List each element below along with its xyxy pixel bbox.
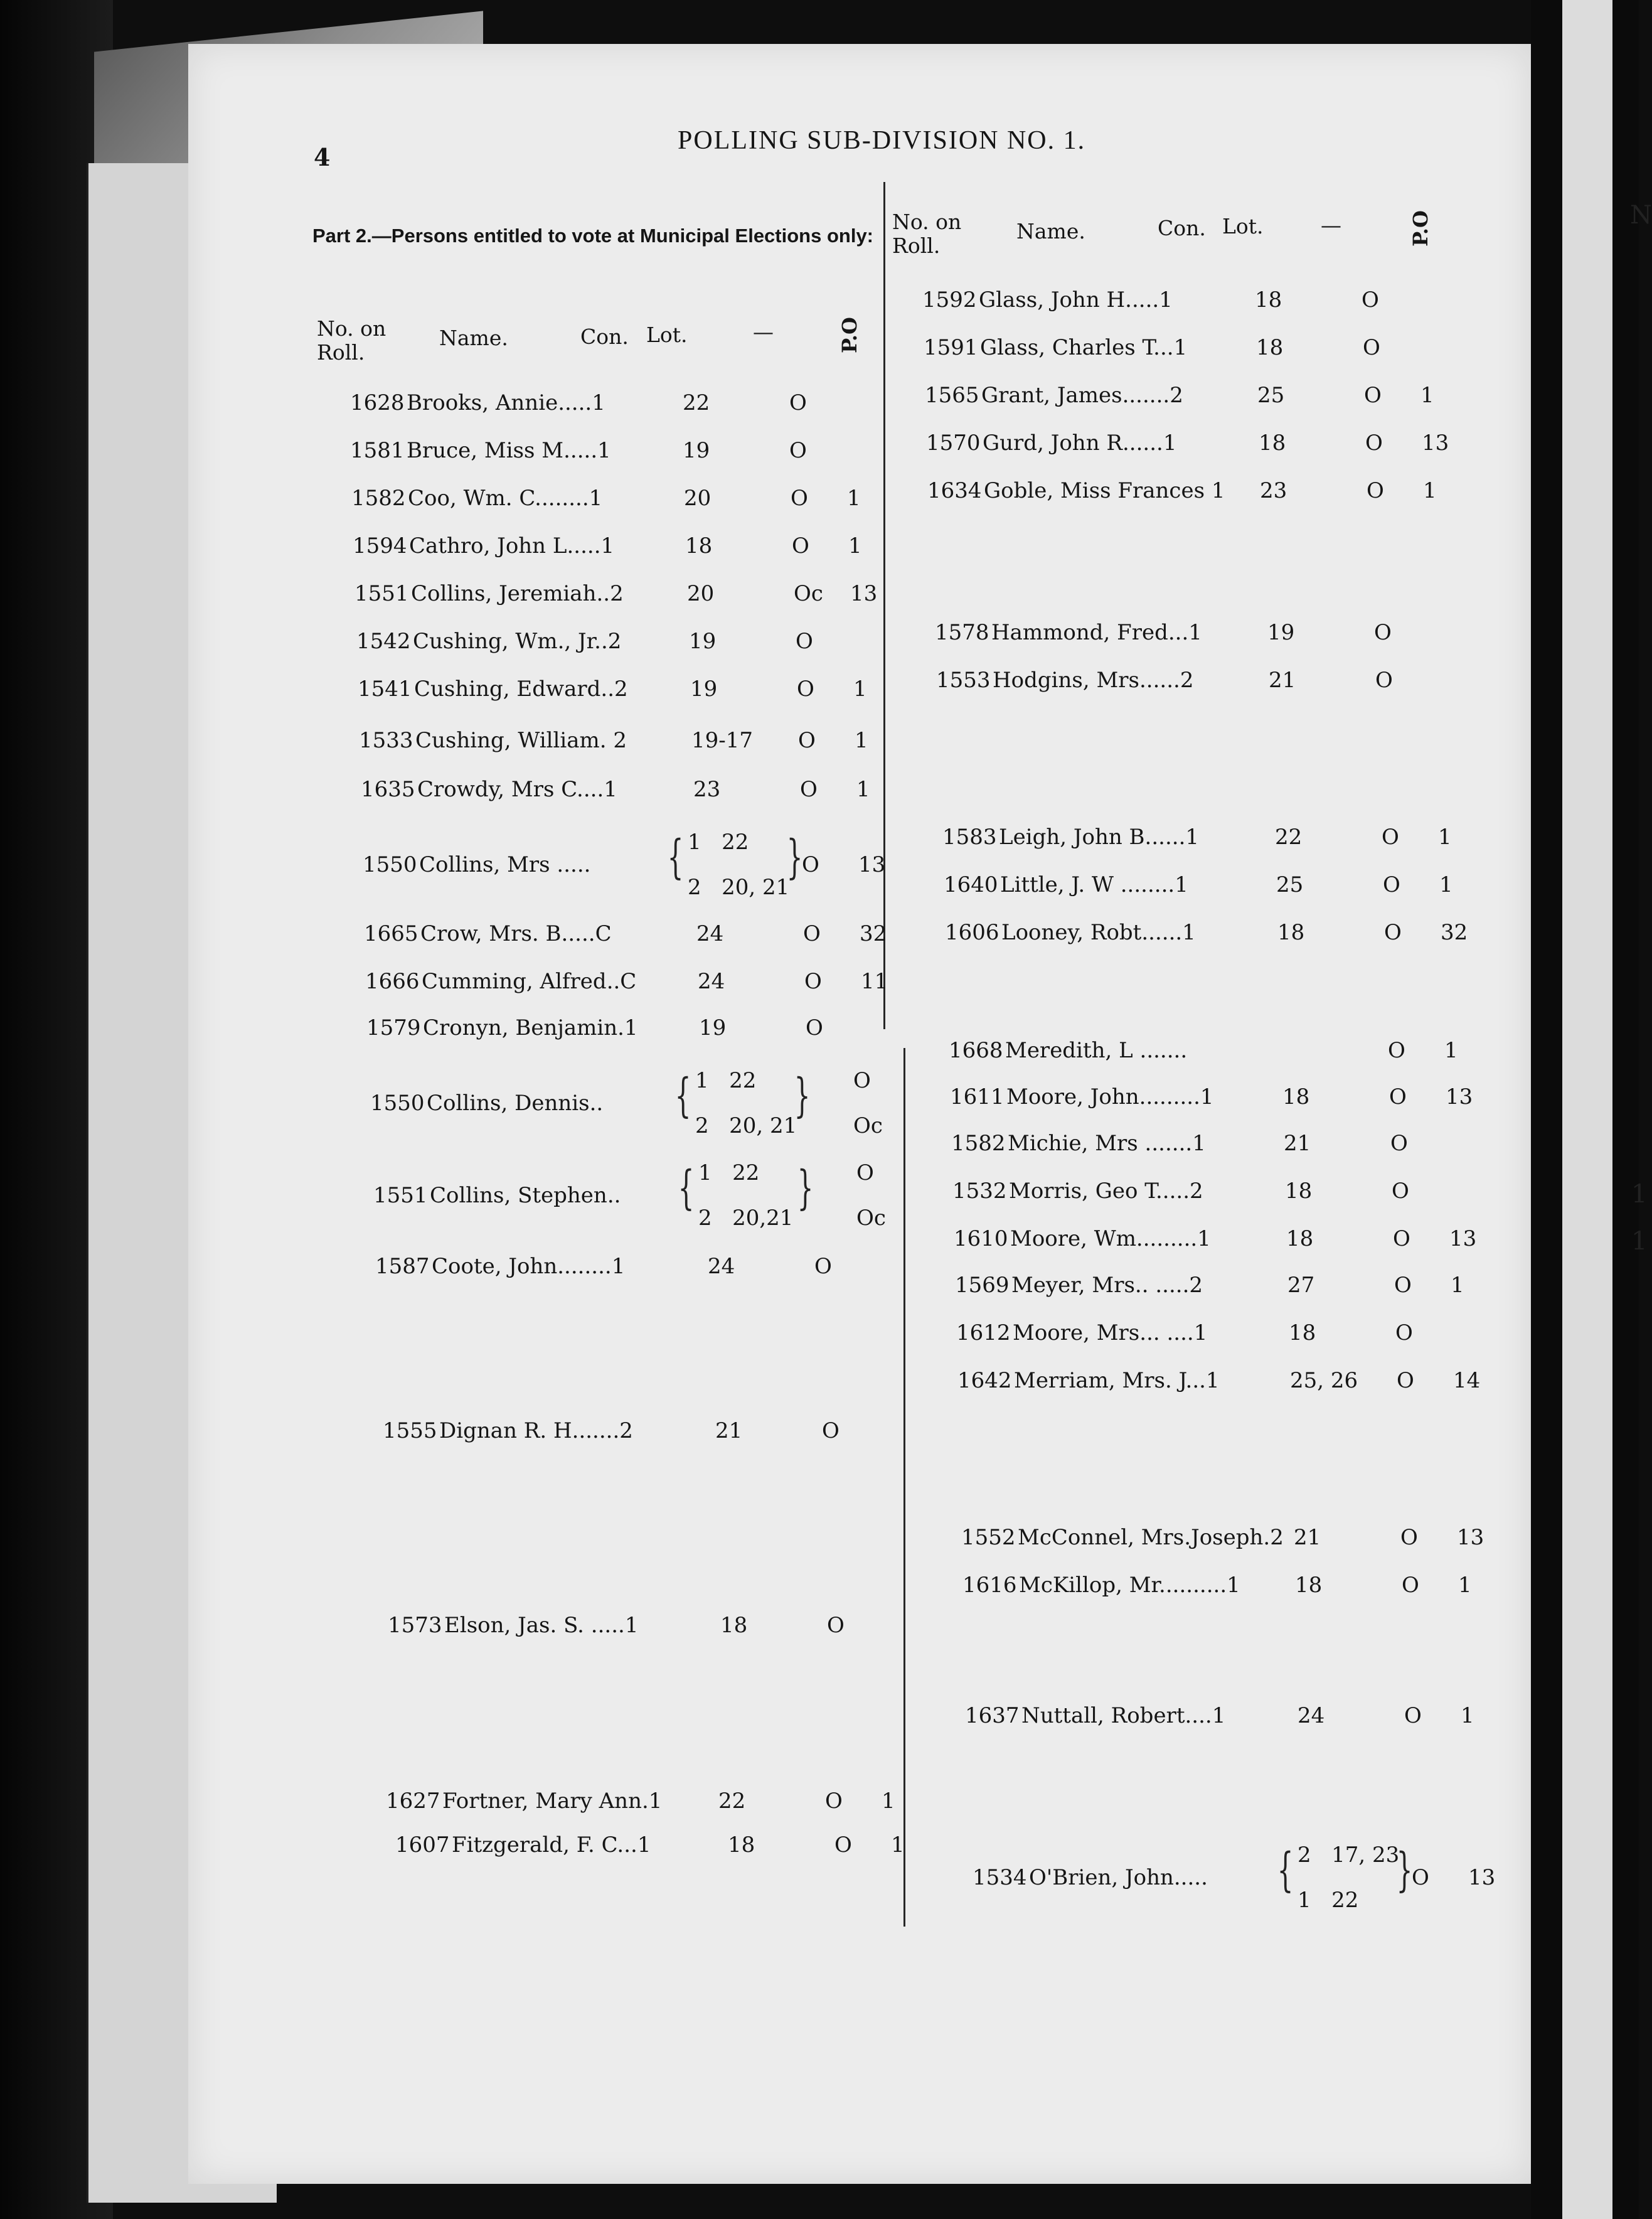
voter-name: Looney, Robt......1	[1001, 920, 1196, 945]
voter-name: Moore, Wm.........1	[1010, 1226, 1211, 1251]
lot: 18	[1289, 1320, 1316, 1345]
voter-name: Fortner, Mary Ann.1	[442, 1789, 663, 1814]
status: O	[1374, 620, 1392, 645]
voter-name: Morris, Geo T.....2	[1009, 1179, 1203, 1204]
status: O	[1389, 1084, 1407, 1110]
header-po: P.O	[1408, 210, 1432, 247]
roll-number: 1640	[944, 872, 998, 897]
left-brace: {	[1277, 1843, 1294, 1897]
po-number: 1	[1438, 825, 1452, 850]
left-brace: {	[678, 1161, 695, 1215]
roll-number: 1550	[363, 852, 417, 877]
roll-number: 1565	[925, 383, 979, 408]
roll-number: 1594	[353, 533, 407, 559]
status: O	[1375, 668, 1393, 693]
con: 2	[1298, 1842, 1311, 1868]
po-number: 13	[1449, 1226, 1477, 1251]
header-no-on-roll: No. on Roll.	[892, 210, 962, 258]
voter-name: Meyer, Mrs.. .....2	[1011, 1273, 1203, 1298]
po-number: 32	[1441, 920, 1468, 945]
lot: 22	[722, 830, 749, 855]
roll-number: 1551	[373, 1183, 428, 1208]
po-number: 32	[860, 921, 887, 946]
voter-name: Collins, Stephen..	[430, 1183, 621, 1208]
lot: 24	[1298, 1703, 1325, 1728]
voter-name: Brooks, Annie.....1	[407, 390, 605, 415]
page-number: 4	[314, 143, 331, 171]
lot: 18	[1259, 430, 1286, 456]
roll-number: 1666	[365, 969, 420, 994]
header-po: P.O	[837, 317, 861, 353]
status: O	[1388, 1038, 1405, 1063]
con-lot-line	[688, 875, 789, 900]
roll-number: 1627	[386, 1789, 440, 1814]
lot: 22	[1275, 825, 1303, 850]
status: O	[802, 852, 819, 877]
roll-number: 1550	[370, 1091, 425, 1116]
voter-name: Leigh, John B......1	[999, 825, 1200, 850]
status: O	[1395, 1320, 1413, 1345]
lot: 17, 23	[1331, 1842, 1400, 1868]
roll-number: 1642	[957, 1368, 1012, 1393]
column-divider	[903, 1048, 905, 1927]
voter-name: Cumming, Alfred..C	[422, 969, 637, 994]
voter-name: Goble, Miss Frances 1	[984, 478, 1225, 503]
status: O	[797, 676, 814, 702]
right-brace: }	[786, 830, 803, 884]
voter-name: O'Brien, John.....	[1029, 1865, 1208, 1890]
roll-number: 1616	[962, 1573, 1017, 1598]
status: Oc	[794, 581, 823, 606]
roll-number: 1634	[927, 478, 982, 503]
roll-number: 1541	[358, 676, 412, 702]
po-number: 13	[1422, 430, 1449, 456]
po-number: 1	[1423, 478, 1437, 503]
con-lot-line	[688, 830, 749, 855]
status: O	[822, 1418, 839, 1443]
lot: 19	[683, 438, 710, 463]
voter-name: Dignan R. H.......2	[439, 1418, 633, 1443]
lot: 22	[1331, 1888, 1359, 1913]
po-number: 13	[1446, 1084, 1473, 1110]
con: 1	[698, 1160, 712, 1185]
status: O	[856, 1160, 874, 1185]
roll-number: 1612	[956, 1320, 1011, 1345]
roll-number: 1582	[951, 1131, 1006, 1156]
roll-number: 1635	[361, 777, 415, 802]
status: O	[825, 1789, 843, 1814]
lot: 25	[1257, 383, 1285, 408]
roll-number: 1569	[955, 1273, 1010, 1298]
po-number: 13	[1468, 1865, 1496, 1890]
con-lot-line	[695, 1113, 797, 1138]
status: O	[1364, 383, 1382, 408]
lot: 19	[699, 1015, 727, 1040]
status: O	[789, 390, 807, 415]
lot: 19-17	[691, 728, 754, 753]
lot: 21	[1294, 1525, 1321, 1550]
status: O	[806, 1015, 823, 1040]
roll-number: 1533	[359, 728, 413, 753]
adjacent-page-edge	[1562, 0, 1612, 2219]
voter-name: Cronyn, Benjamin.1	[423, 1015, 638, 1040]
status: O	[791, 486, 808, 511]
voter-name: Glass, John H.....1	[979, 287, 1173, 313]
voter-name: Michie, Mrs .......1	[1008, 1131, 1206, 1156]
status: O	[834, 1832, 852, 1858]
po-number: 13	[858, 852, 886, 877]
lot: 22	[729, 1068, 757, 1093]
lot: 23	[693, 777, 721, 802]
status: O	[814, 1254, 832, 1279]
lot: 18	[1285, 1179, 1313, 1204]
lot: 25, 26	[1290, 1368, 1358, 1393]
right-brace: }	[797, 1161, 814, 1215]
right-brace: }	[1396, 1843, 1413, 1897]
lot: 18	[1295, 1573, 1323, 1598]
roll-number: 1581	[350, 438, 405, 463]
lot: 18	[728, 1832, 755, 1858]
roll-number: 1578	[935, 620, 989, 645]
po-number: 14	[1453, 1368, 1481, 1393]
status: O	[1362, 287, 1379, 313]
roll-number: 1637	[965, 1703, 1020, 1728]
lot: 18	[1282, 1084, 1310, 1110]
status: O	[1402, 1573, 1419, 1598]
po-number: 1	[1439, 872, 1453, 897]
voter-name: Grant, James.......2	[981, 383, 1183, 408]
status: O	[1400, 1525, 1418, 1550]
lot: 21	[1284, 1131, 1311, 1156]
header-con: Con.	[1158, 216, 1206, 240]
right-brace: }	[794, 1069, 811, 1123]
roll-number: 1534	[973, 1865, 1027, 1890]
lot: 22	[683, 390, 710, 415]
lot: 20	[687, 581, 715, 606]
status: O	[803, 921, 821, 946]
section-heading: Part 2.—Persons entitled to vote at Municipal Elections only:	[312, 225, 874, 247]
header-name: Name.	[439, 326, 508, 350]
po-number: 1	[882, 1789, 895, 1814]
roll-number: 1611	[950, 1084, 1005, 1110]
con-lot-line	[698, 1206, 793, 1231]
roll-number: 1579	[366, 1015, 421, 1040]
con: 2	[698, 1206, 712, 1231]
po-number: 1	[1458, 1573, 1472, 1598]
header-lot: Lot.	[646, 323, 688, 347]
roll-number: 1552	[961, 1525, 1016, 1550]
voter-name: Moore, Mrs... ....1	[1013, 1320, 1208, 1345]
status: O	[1382, 825, 1399, 850]
roll-number: 1551	[354, 581, 409, 606]
roll-number: 1555	[383, 1418, 437, 1443]
voter-name: Collins, Mrs .....	[419, 852, 591, 877]
roll-number: 1573	[388, 1613, 442, 1638]
lot: 22	[732, 1160, 760, 1185]
voter-name: Crowdy, Mrs C....1	[417, 777, 617, 802]
roll-number: 1610	[954, 1226, 1008, 1251]
status: O	[792, 533, 809, 559]
voter-name: Gurd, John R......1	[983, 430, 1177, 456]
po-number: 13	[1457, 1525, 1484, 1550]
con: 1	[695, 1068, 709, 1093]
status: O	[1367, 478, 1384, 503]
po-number: 1	[1461, 1703, 1474, 1728]
roll-number: 1542	[356, 629, 411, 654]
header-name: Name.	[1016, 219, 1085, 243]
roll-number: 1668	[949, 1038, 1003, 1063]
voter-name: Little, J. W ........1	[1000, 872, 1188, 897]
roll-number: 1532	[952, 1179, 1007, 1204]
status: Oc	[853, 1113, 883, 1138]
margin-fragment: 1	[1631, 1180, 1648, 1209]
lot: 18	[720, 1613, 748, 1638]
left-brace: {	[674, 1069, 691, 1123]
status: O	[1390, 1131, 1408, 1156]
lot: 21	[1269, 668, 1296, 693]
roll-number: 1592	[922, 287, 977, 313]
status: O	[789, 438, 807, 463]
lot: 20,21	[732, 1206, 794, 1231]
roll-number: 1591	[924, 335, 978, 360]
lot: 24	[708, 1254, 735, 1279]
voter-name: Merriam, Mrs. J...1	[1014, 1368, 1220, 1393]
status: O	[1384, 920, 1402, 945]
roll-number: 1583	[942, 825, 997, 850]
status: O	[853, 1068, 871, 1093]
voter-name: McKillop, Mr..........1	[1019, 1573, 1240, 1598]
po-number: 1	[1420, 383, 1434, 408]
con: 2	[695, 1113, 709, 1138]
voter-name: Bruce, Miss M.....1	[407, 438, 611, 463]
voter-name: Coo, Wm. C........1	[408, 486, 603, 511]
roll-number: 1665	[364, 921, 418, 946]
column-divider	[883, 182, 885, 1029]
left-brace: {	[667, 830, 684, 884]
status: Oc	[856, 1206, 886, 1231]
status: O	[1365, 430, 1383, 456]
status: O	[827, 1613, 845, 1638]
po-number: 1	[847, 486, 861, 511]
roll-number: 1607	[395, 1832, 450, 1858]
voter-name: Cushing, William. 2	[415, 728, 627, 753]
status: O	[1404, 1703, 1422, 1728]
lot: 24	[696, 921, 724, 946]
voter-name: Nuttall, Robert....1	[1021, 1703, 1226, 1728]
lot: 18	[1256, 335, 1284, 360]
con: 1	[688, 830, 701, 855]
po-number: 13	[850, 581, 878, 606]
voter-name: Cushing, Wm., Jr..2	[413, 629, 622, 654]
status: O	[1412, 1865, 1429, 1890]
po-number: 1	[855, 728, 868, 753]
po-number: 1	[853, 676, 867, 702]
roll-number: 1606	[945, 920, 999, 945]
voter-name: Hodgins, Mrs......2	[993, 668, 1194, 693]
header-dash: —	[753, 319, 774, 344]
po-number: 1	[856, 777, 870, 802]
con-lot-line	[1298, 1888, 1358, 1913]
running-head: POLLING SUB-DIVISION NO. 1.	[678, 126, 1086, 155]
status: O	[1363, 335, 1380, 360]
lot: 19	[1267, 620, 1295, 645]
header-no-on-roll: No. on Roll.	[317, 316, 386, 365]
roll-number: 1587	[375, 1254, 430, 1279]
roll-number: 1582	[351, 486, 406, 511]
lot: 21	[715, 1418, 743, 1443]
status: O	[1397, 1368, 1414, 1393]
status: O	[1393, 1226, 1410, 1251]
po-number: 1	[891, 1832, 905, 1858]
po-number: 1	[1444, 1038, 1458, 1063]
roll-number: 1570	[926, 430, 981, 456]
voter-name: Coote, John........1	[432, 1254, 626, 1279]
header-con: Con.	[580, 324, 629, 349]
header-lot: Lot.	[1222, 214, 1264, 238]
lot: 18	[1277, 920, 1305, 945]
margin-fragment: 1	[1631, 1227, 1648, 1256]
lot: 19	[689, 629, 717, 654]
status: O	[800, 777, 818, 802]
voter-name: Cushing, Edward..2	[414, 676, 628, 702]
status: O	[1383, 872, 1400, 897]
con: 2	[688, 875, 701, 900]
voter-name: Crow, Mrs. B.....C	[420, 921, 612, 946]
voter-name: Fitzgerald, F. C...1	[452, 1832, 651, 1858]
lot: 20, 21	[729, 1113, 797, 1138]
lot: 25	[1276, 872, 1304, 897]
lot: 19	[690, 676, 718, 702]
lot: 18	[1255, 287, 1282, 313]
con-lot-line	[698, 1160, 759, 1185]
roll-number: 1628	[350, 390, 405, 415]
status: O	[798, 728, 816, 753]
lot: 18	[685, 533, 713, 559]
voter-name: Collins, Jeremiah..2	[411, 581, 624, 606]
voter-name: McConnel, Mrs.Joseph.2	[1018, 1525, 1284, 1550]
po-number: 11	[861, 969, 888, 994]
con: 1	[1298, 1888, 1311, 1913]
voter-name: Cathro, John L.....1	[409, 533, 615, 559]
lot: 20	[684, 486, 711, 511]
voter-name: Meredith, L .......	[1005, 1038, 1188, 1063]
lot: 22	[718, 1789, 746, 1814]
voter-name: Glass, Charles T...1	[980, 335, 1188, 360]
roll-number: 1553	[936, 668, 991, 693]
voter-name: Elson, Jas. S. .....1	[444, 1613, 639, 1638]
lot: 20, 21	[722, 875, 790, 900]
voter-name: Collins, Dennis..	[427, 1091, 604, 1116]
header-dash: —	[1321, 213, 1341, 237]
con-lot-line	[695, 1068, 756, 1093]
status: O	[796, 629, 813, 654]
po-number: 1	[848, 533, 862, 559]
status: O	[1392, 1179, 1409, 1204]
lot: 18	[1286, 1226, 1314, 1251]
status: O	[804, 969, 822, 994]
lot: 27	[1287, 1273, 1315, 1298]
po-number: 1	[1451, 1273, 1464, 1298]
voter-name: Moore, John.........1	[1006, 1084, 1214, 1110]
con-lot-line	[1298, 1842, 1399, 1868]
lot: 24	[698, 969, 725, 994]
voter-name: Hammond, Fred...1	[991, 620, 1202, 645]
status: O	[1394, 1273, 1412, 1298]
lot: 23	[1260, 478, 1287, 503]
margin-fragment: N	[1630, 201, 1652, 230]
